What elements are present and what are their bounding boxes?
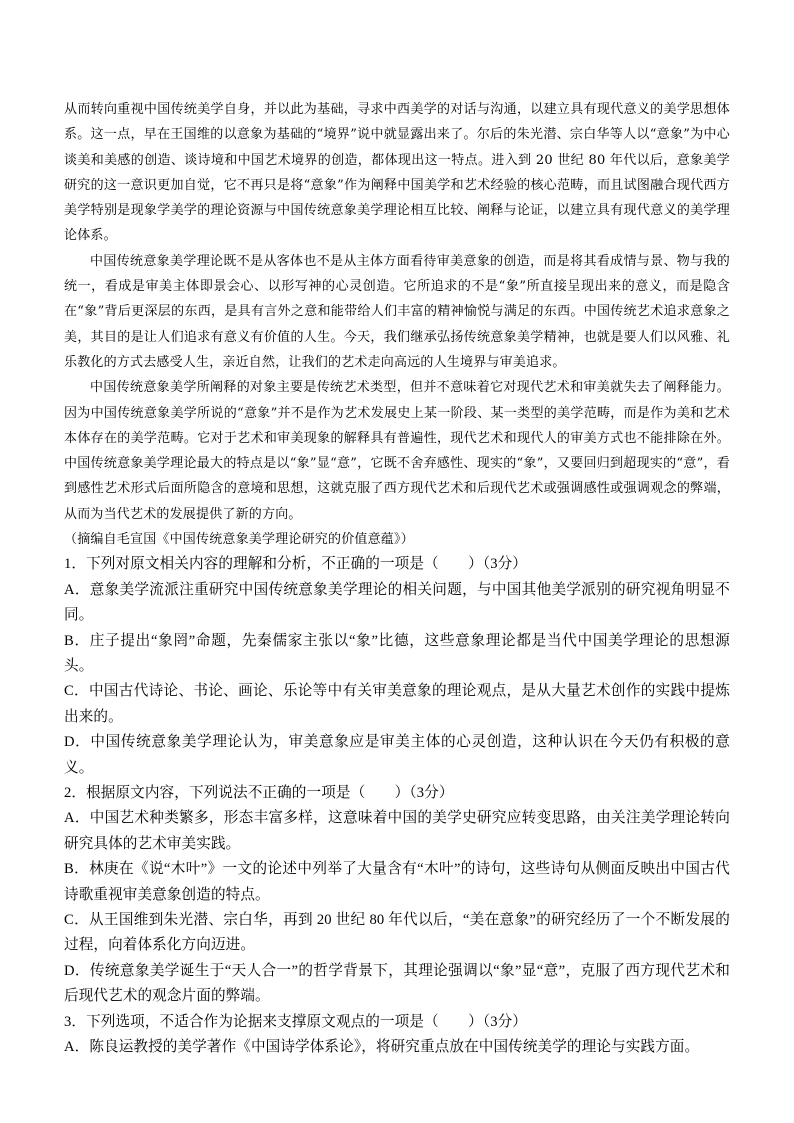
question-3 [64,1010,730,1061]
option-c: C．从王国维到朱光潜、宗白华，再到 20 世纪 80 年代以后，“美在意象”的研究经历了一个不断发展的过程，向着体系化方向迈进。 [64,912,730,954]
passage-paragraph: 从而转向重视中国传统美学自身，并以此为基础，寻求中西美学的对话与沟通，以建立具有现代意义的美学思想体系。这一点，早在王国维的以意象为基础的“境界”说中就显露出来了。尔后的朱光潜、宗白华等人以“意象”为中心谈美和美感的创造、谈诗境和中国艺术境界的创造，都体现出这一特点。进入到 20 世纪 80 年代以后，意象美学研究的这一意识更加自觉，它不再只是将“意象”作为阐释中国美学和艺术经验的核心范畴，而且试图融合现代西方美学特别是现象学美学的理论资源与中国传统意象美学理论相互比较、阐释与论证，以建立具有现代意义的美学理论体系。 [64,102,730,244]
reading-passage [64,97,730,552]
option-d: D．传统意象美学诞生于“天人合一”的哲学背景下，其理论强调以“象”显“意”，克服了西方现代艺术和后现代艺术的观念片面的弊端。 [64,962,730,1005]
option-b: B．林庚在《说“木叶”》一文的论述中列举了大量含有“木叶”的诗句，这些诗句从侧面反映出中国古代诗歌重视审美意象创造的特点。 [64,861,730,903]
question-stem: 1．下列对原文相关内容的理解和分析，不正确的一项是（ ）（3分） [64,556,528,573]
question-2 [64,781,730,1010]
question-stem: 2．根据原文内容，下列说法不正确的一项是（ ）（3分） [64,785,454,801]
option-b: B．庄子提出“象罔”命题，先秦儒家主张以“象”比德，这些意象理论都是当代中国美学理论的思想源头。 [64,632,730,674]
question-1 [64,552,730,781]
option-a: A．意象美学流派注重研究中国传统意象美学理论的相关问题，与中国其他美学派别的研究视角明显不同。 [64,581,730,624]
option-a: A．中国艺术种类繁多，形态丰富多样，这意味着中国的美学史研究应转变思路，由关注美学理论转向研究具体的艺术审美实践。 [64,810,730,852]
option-d: D．中国传统意象美学理论认为，审美意象应是审美主体的心灵创造，这种认识在今天仍有积极的意义。 [64,734,730,776]
passage-source: （摘编自毛宣国《中国传统意象美学理论研究的价值意蕴》） [64,532,414,548]
question-stem: 3．下列选项，不适合作为论据来支撑原文观点的一项是（ ）（3分） [64,1013,528,1030]
document-page [64,97,730,1060]
passage-paragraph: 中国传统意象美学所阐释的对象主要是传统艺术类型，但并不意味着它对现代艺术和审美就失去了阐释能力。因为中国传统意象美学所说的“意象”并不是作为艺术发展史上某一阶段、某一类型的美学范畴，而是作为美和艺术本体存在的美学范畴。它对于艺术和审美现象的解释具有普遍性，现代艺术和现代人的审美方式也不能排除在外。中国传统意象美学理论最大的特点是以“象”显“意”，它既不舍弃感性、现实的“象”，又要回归到超现实的“意”，看到感性艺术形式后面所隐含的意境和思想，这就克服了西方现代艺术和后现代艺术或强调感性或强调观念的弊端，从而为当代艺术的发展提供了新的方向。 [64,380,730,522]
question-list [64,552,730,1060]
option-c: C．中国古代诗论、书论、画论、乐论等中有关审美意象的理论观点，是从大量艺术创作的实践中提炼出来的。 [64,683,730,725]
passage-paragraph: 中国传统意象美学理论既不是从客体也不是从主体方面看待审美意象的创造，而是将其看成情与景、物与我的统一，看成是审美主体即景会心、以形写神的心灵创造。它所追求的不是“象”所直接呈现出来的意义，而是隐含在“象”背后更深层的东西，是具有言外之意和能带给人们丰富的精神愉悦与满足的东西。中国传统艺术追求意象之美，其目的是让人们追求有意义有价值的人生。今天，我们继承弘扬传统意象美学精神，也就是要人们以风雅、礼乐教化的方式去感受人生，亲近自然，让我们的艺术走向高远的人生境界与审美追求。 [64,253,730,370]
option-a: A．陈良运教授的美学著作《中国诗学体系论》，将研究重点放在中国传统美学的理论与实践方面。 [64,1039,700,1056]
